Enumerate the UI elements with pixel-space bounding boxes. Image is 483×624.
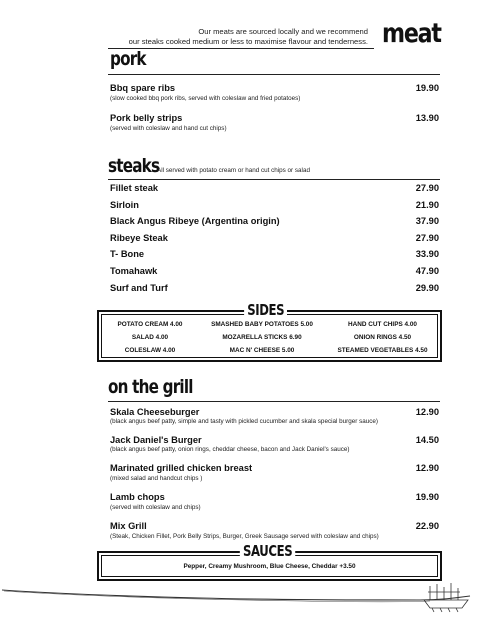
steaks-rule bbox=[108, 179, 440, 180]
footer-line-sketch bbox=[0, 578, 483, 618]
intro-text bbox=[120, 27, 368, 47]
menu-item-desc: (black angus beef patty, onion rings, cheddar cheese, bacon and Jack Daniel's sauce) bbox=[110, 446, 350, 453]
menu-item-price: 47.90 bbox=[415, 266, 439, 276]
side-item: SMASHED BABY POTATOES 5.00 bbox=[211, 321, 313, 328]
menu-item-name: Jack Daniel's Burger bbox=[110, 435, 202, 445]
menu-item-name: Tomahawk bbox=[110, 266, 158, 276]
menu-item-desc: (black angus beef patty, simple and tasty with pickled cucumber and skala special burger sauce) bbox=[110, 418, 378, 425]
menu-item-price: 19.90 bbox=[415, 83, 439, 93]
menu-item-name: Lamb chops bbox=[110, 492, 165, 502]
menu-item-price: 27.90 bbox=[415, 233, 439, 243]
side-item: MAC N' CHEESE 5.00 bbox=[229, 347, 295, 354]
menu-item-desc: (slow cooked bbq pork ribs, served with coleslaw and fried potatoes) bbox=[110, 95, 301, 102]
menu-item-price: 19.90 bbox=[415, 492, 439, 502]
menu-item-price: 12.90 bbox=[415, 463, 439, 473]
side-item: SALAD 4.00 bbox=[131, 334, 169, 341]
side-item: ONION RINGS 4.50 bbox=[353, 334, 412, 341]
menu-item-price: 29.90 bbox=[415, 283, 439, 293]
menu-item-price: 22.90 bbox=[415, 521, 439, 531]
menu-item-price: 21.90 bbox=[415, 200, 439, 210]
menu-item-price: 13.90 bbox=[415, 113, 439, 123]
menu-item-price: 12.90 bbox=[415, 407, 439, 417]
menu-item-name: Sirloin bbox=[110, 200, 139, 210]
side-item: COLESLAW 4.00 bbox=[124, 347, 176, 354]
menu-item-price: 33.90 bbox=[415, 249, 439, 259]
menu-item-name: Fillet steak bbox=[110, 183, 159, 193]
steaks-note: All served with potato cream or hand cut chips or salad bbox=[157, 167, 310, 174]
menu-item-price: 27.90 bbox=[415, 183, 439, 193]
sides-title: SIDES bbox=[244, 301, 287, 319]
menu-item-name: T- Bone bbox=[110, 249, 145, 259]
menu-item-name: Surf and Turf bbox=[110, 283, 168, 293]
intro-line-2: our steaks cooked medium or less to maximise flavour and tenderness. bbox=[128, 37, 368, 46]
menu-item-desc: (served with coleslaw and chips) bbox=[110, 504, 201, 511]
steaks-title: steaks bbox=[108, 155, 160, 177]
sauces-text: Pepper, Creamy Mushroom, Blue Cheese, Cheddar +3.50 bbox=[183, 563, 356, 570]
menu-item-desc: (mixed salad and handcut chips ) bbox=[110, 475, 203, 482]
menu-item-name: Skala Cheeseburger bbox=[110, 407, 200, 417]
side-item: STEAMED VEGETABLES 4.50 bbox=[337, 347, 428, 354]
intro-line-1: Our meats are sourced locally and we recommend bbox=[198, 27, 368, 36]
menu-item-price: 14.50 bbox=[415, 435, 439, 445]
header-rule bbox=[108, 48, 374, 49]
side-item: MOZARELLA STICKS 6.90 bbox=[222, 334, 302, 341]
sauces-title: SAUCES bbox=[240, 542, 296, 560]
menu-item-desc: (served with coleslaw and hand cut chips) bbox=[110, 125, 227, 132]
pork-rule bbox=[108, 74, 440, 75]
menu-item-name: Mix Grill bbox=[110, 521, 147, 531]
menu-item-name: Pork belly strips bbox=[110, 113, 183, 123]
menu-item-price: 37.90 bbox=[415, 216, 439, 226]
menu-item-name: Ribeye Steak bbox=[110, 233, 168, 243]
menu-item-name: Bbq spare ribs bbox=[110, 83, 176, 93]
menu-item-desc: (Steak, Chicken Fillet, Pork Belly Strips, Burger, Greek Sausage served with coleslaw and chips) bbox=[110, 533, 379, 540]
menu-item-name: Black Angus Ribeye (Argentina origin) bbox=[110, 216, 280, 226]
grill-title: on the grill bbox=[108, 376, 193, 398]
pork-title: pork bbox=[110, 48, 146, 70]
side-item: HAND CUT CHIPS 4.00 bbox=[348, 321, 417, 328]
page-title: meat bbox=[382, 18, 441, 49]
grill-rule bbox=[108, 401, 440, 402]
side-item: POTATO CREAM 4.00 bbox=[117, 321, 183, 328]
menu-item-name: Marinated grilled chicken breast bbox=[110, 463, 253, 473]
